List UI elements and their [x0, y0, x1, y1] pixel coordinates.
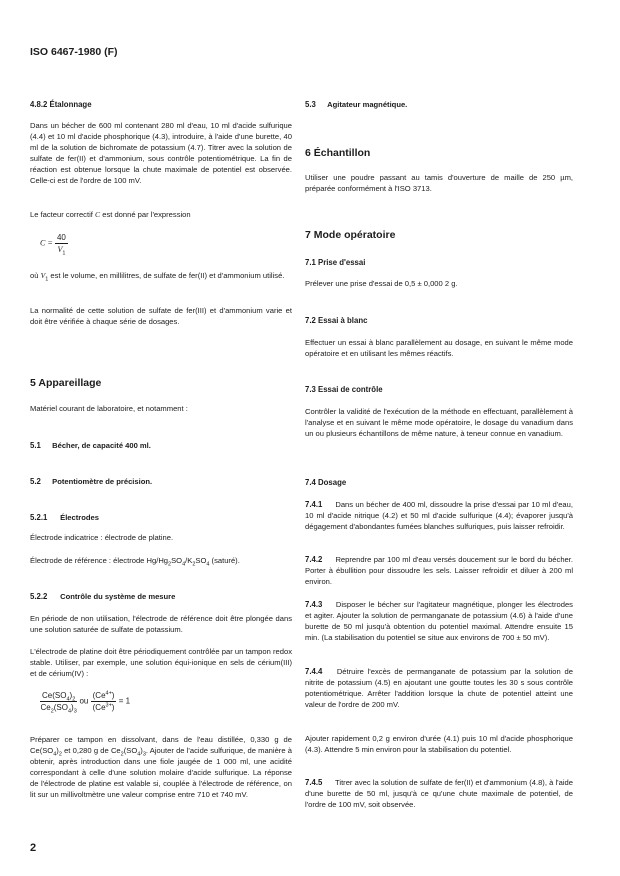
section-7-3-heading: 7.3 Essai de contrôle [305, 385, 383, 394]
blank-test-paragraph: Effectuer un essai à blanc parallèlement au dosage, en suivant le même mode opératoire et en utilisant les mêmes réactifs. [305, 338, 573, 358]
item-5-3: 5.3 Agitateur magnétique. [305, 100, 408, 109]
section-7-1-heading: 7.1 Prise d'essai [305, 258, 366, 267]
section-5-intro: Matériel courant de laboratoire, et notamment : [30, 404, 188, 413]
indicator-electrode: Électrode indicatrice : électrode de platine. [30, 533, 174, 542]
section-4-8-2-heading: 4.8.2 Étalonnage [30, 100, 92, 109]
section-7-heading: 7 Mode opératoire [305, 229, 396, 241]
step-7-4-2: 7.4.2 Reprendre par 100 ml d'eau versés doucement sur le bord du bécher. Porter à ébullition pour dissoudre les sels. Laisser refroidir et diluer à 200 ml environ. [305, 555, 573, 586]
item-5-1: 5.1 Bécher, de capacité 400 ml. [30, 441, 151, 450]
control-test-paragraph: Contrôler la validité de l'exécution de la méthode en effectuant, parallèlement à l'analyse et en suivant le même mode opératoire, le dosage du vanadium dans un ou plusieurs échantillons de même nature, à teneur connue en vanadium. [305, 407, 573, 438]
non-use-paragraph: En période de non utilisation, l'électrode de référence doit être plongée dans une solution saturée de sulfate de potassium. [30, 614, 292, 634]
calibration-paragraph: Dans un bécher de 600 ml contenant 280 ml d'eau, 10 ml d'acide sulfurique (4.4) et 10 ml d'acide phosphorique (4.3), introduire, à l'aide d'une burette, 40 ml de la solution de bichromate de potassium (4.7). Titrer avec la solution de sulfate de fer(II) et d'ammonium, sous contrôle potentiométrique. La fin de réaction est obtenue lorsque la chute maximale de potentiel est observée. Celle-ci est de l'ordre de 100 mV. [30, 121, 292, 185]
section-7-4-heading: 7.4 Dosage [305, 478, 347, 487]
page-number: 2 [30, 842, 37, 854]
item-5-2: 5.2 Potentiomètre de précision. [30, 477, 153, 486]
item-5-2-1: 5.2.1 Électrodes [30, 513, 99, 522]
document-header: ISO 6467-1980 (F) [30, 46, 118, 58]
section-6-heading: 6 Échantillon [305, 147, 371, 159]
step-7-4-1: 7.4.1 Dans un bécher de 400 ml, dissoudre la prise d'essai par 10 ml d'eau, 10 ml d'acide nitrique (4.2) et 50 ml d'acide sulfurique (4.4); évaporer jusqu'à dégagement d'abondantes fumées blanches sulfuriques, puis laisser refroidir. [305, 500, 573, 531]
step-7-4-4: 7.4.4 Détruire l'excès de permanganate de potassium par la solution de nitrite de potassium (4.5) en ajoutant une goutte toutes les 30 s sous contrôle potentiométrique. Arrêter l'addition lorsque la chute de potentiel atteint une valeur de l'ordre de 200 mV. [305, 667, 573, 709]
item-5-2-2: 5.2.2 Contrôle du système de mesure [30, 592, 176, 601]
step-7-4-3: 7.4.3 Disposer le bécher sur l'agitateur magnétique, plonger les électrodes et agiter. Ajouter la solution de permanganate de potassium (4.6) à l'aide d'une burette de 50 ml jusqu'à obtention du potentiel maximal. Attendre ensuite 15 min. (La stabilisation du potentiel se situe aux environs de 700 ± 50 mV). [305, 600, 573, 642]
section-5-heading: 5 Appareillage [30, 377, 102, 389]
reference-electrode: Électrode de référence : électrode $Hg/Hg_2SO_4/K_2SO_4$ (saturé). [30, 556, 240, 568]
sample-paragraph: Utiliser une poudre passant au tamis d'ouverture de maille de 250 µm, préparée conformément à l'ISO 3713. [305, 173, 573, 193]
variable-definition: où $V_1$ est le volume, en millilitres, de sulfate de fer(II) et d'ammonium utilisé. [30, 271, 285, 283]
equation-correction-factor: C = $\frac{40}{V_1}$ [40, 233, 66, 257]
platinum-check-paragraph: L'électrode de platine doit être périodiquement contrôlée par un tampon redox stable. Utiliser, par exemple, une solution équi-ionique en sels de cérium(III) et de cérium(IV) : [30, 647, 292, 678]
buffer-preparation-paragraph: Préparer ce tampon en dissolvant, dans de l'eau distillée, 0,330 g de $Ce(SO_4)_2$ et 0,280 g de $Ce_2(SO_4)_3$. Ajouter de l'acide sulfurique, de manière à obtenir, après introduction dans une fiole jaugée de 1 000 ml, une acidité correspondant à celle d'une solution molaire d'acide sulfurique. La réponse de l'électrode de platine est valable si, couplée à l'électrode de référence, on lit sur un millivoltmètre une valeur comprise entre 710 et 740 mV. [30, 735, 292, 799]
equation-cerium: $\frac{Ce(SO_4)_2}{Ce_2(SO_4)_3}$ ou $\frac{(Ce^{4+})}{(Ce^{3+})}$ = 1 [40, 690, 131, 715]
test-portion-paragraph: Prélever une prise d'essai de 0,5 ± 0,000 2 g. [305, 279, 458, 288]
correction-factor-paragraph: Le facteur correctif C est donné par l'expression [30, 210, 191, 219]
normality-paragraph: La normalité de cette solution de sulfate de fer(III) et d'ammonium varie et doit être vérifiée à chaque série de dosages. [30, 306, 292, 326]
step-7-4-4-urea: Ajouter rapidement 0,2 g environ d'urée (4.1) puis 10 ml d'acide phosphorique (4.3). Attendre 5 min environ pour la stabilisation du potentiel. [305, 734, 573, 754]
section-7-2-heading: 7.2 Essai à blanc [305, 316, 368, 325]
step-7-4-5: 7.4.5 Titrer avec la solution de sulfate de fer(II) et d'ammonium (4.8), à l'aide d'une burette de 50 ml, jusqu'à ce qu'une chute maximale de potentiel, de l'ordre de 100 mV, soit observée. [305, 778, 573, 809]
